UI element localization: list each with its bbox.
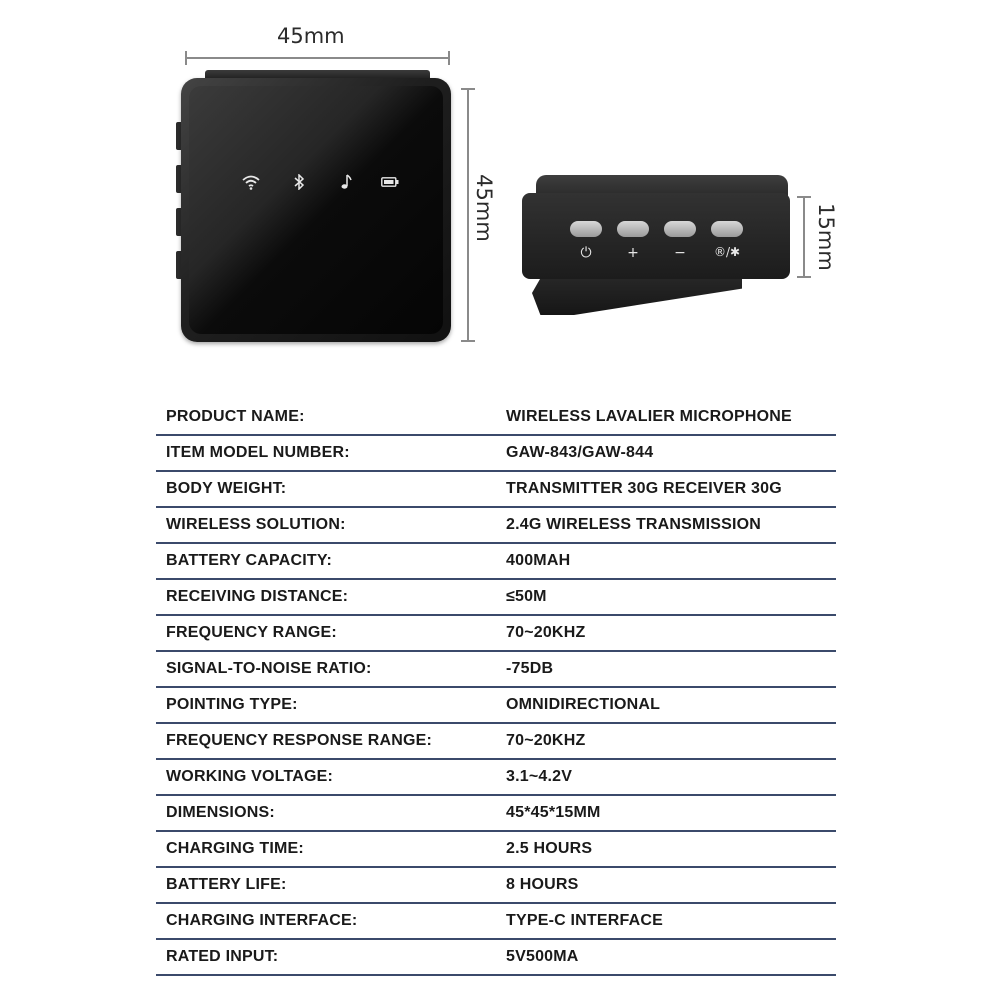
table-row: [156, 868, 836, 904]
spec-label: FREQUENCY RANGE:: [166, 624, 337, 641]
spec-table: [156, 400, 836, 976]
spec-label: DIMENSIONS:: [166, 804, 275, 821]
spec-label: BATTERY LIFE:: [166, 876, 287, 893]
table-row: [156, 760, 836, 796]
spec-label: RECEIVING DISTANCE:: [166, 588, 349, 605]
record-bluetooth-icon: ®/✱: [713, 245, 741, 259]
spec-value: 5V500MA: [506, 948, 579, 965]
spec-value: 45*45*15MM: [506, 804, 601, 821]
power-button: [570, 221, 602, 237]
plus-button: [617, 221, 649, 237]
table-row: [156, 580, 836, 616]
table-row: [156, 904, 836, 940]
battery-icon: [381, 177, 399, 187]
device-front-view: [181, 70, 451, 342]
wifi-icon: [241, 174, 261, 190]
spec-label: WORKING VOLTAGE:: [166, 768, 334, 785]
height-dimension-tick-bottom: [461, 340, 475, 342]
height-dimension-line: [467, 88, 469, 342]
spec-label: PRODUCT NAME:: [166, 408, 305, 425]
spec-value: 2.5 HOURS: [506, 840, 593, 857]
spec-label: FREQUENCY RESPONSE RANGE:: [166, 732, 433, 749]
depth-dimension-label: 15mm: [813, 203, 838, 271]
spec-value: 3.1~4.2V: [506, 768, 573, 785]
table-row: [156, 508, 836, 544]
spec-value: ≤50M: [506, 588, 547, 605]
depth-dimension-line: [803, 196, 805, 278]
device-side-view: [522, 175, 790, 315]
spec-value: 70~20KHZ: [506, 624, 586, 641]
width-dimension-tick-right: [448, 51, 450, 65]
table-row: [156, 832, 836, 868]
bluetooth-icon: [293, 174, 305, 190]
table-row: [156, 436, 836, 472]
minus-button: [664, 221, 696, 237]
width-dimension-label: 45mm: [277, 24, 345, 48]
spec-value: WIRELESS LAVALIER MICROPHONE: [506, 408, 792, 425]
spec-label: SIGNAL-TO-NOISE RATIO:: [166, 660, 372, 677]
spec-value: OMNIDIRECTIONAL: [506, 696, 661, 713]
spec-label: BODY WEIGHT:: [166, 480, 287, 497]
spec-label: BATTERY CAPACITY:: [166, 552, 333, 569]
spec-label: WIRELESS SOLUTION:: [166, 516, 346, 533]
height-dimension-tick-top: [461, 88, 475, 90]
spec-value: 70~20KHZ: [506, 732, 586, 749]
table-row: [156, 652, 836, 688]
device-button-panel: [522, 193, 790, 279]
table-row: [156, 400, 836, 436]
spec-value: TYPE-C INTERFACE: [506, 912, 663, 929]
table-row: [156, 472, 836, 508]
device-body: [181, 78, 451, 342]
width-dimension-line: [185, 57, 450, 59]
spec-value: GAW-843/GAW-844: [506, 444, 654, 461]
minus-icon: −: [674, 245, 686, 261]
device-screen: [189, 86, 443, 334]
power-icon: ⏻: [580, 245, 592, 261]
spec-label: ITEM MODEL NUMBER:: [166, 444, 350, 461]
table-row: [156, 940, 836, 976]
table-row: [156, 544, 836, 580]
spec-value: 8 HOURS: [506, 876, 579, 893]
depth-dimension-tick-bottom: [797, 276, 811, 278]
spec-value: -75DB: [506, 660, 554, 677]
table-row: [156, 724, 836, 760]
music-note-icon: [340, 174, 352, 190]
spec-value: TRANSMITTER 30G RECEIVER 30G: [506, 480, 782, 497]
table-row: [156, 796, 836, 832]
spec-label: CHARGING TIME:: [166, 840, 304, 857]
spec-label: RATED INPUT:: [166, 948, 279, 965]
record-bluetooth-button: [711, 221, 743, 237]
height-dimension-label: 45mm: [471, 174, 496, 242]
spec-label: CHARGING INTERFACE:: [166, 912, 358, 929]
spec-label: POINTING TYPE:: [166, 696, 298, 713]
table-row: [156, 688, 836, 724]
plus-icon: +: [627, 245, 639, 261]
width-dimension-tick-left: [185, 51, 187, 65]
spec-value: 2.4G WIRELESS TRANSMISSION: [506, 516, 762, 533]
spec-value: 400MAH: [506, 552, 571, 569]
depth-dimension-tick-top: [797, 196, 811, 198]
table-row: [156, 616, 836, 652]
